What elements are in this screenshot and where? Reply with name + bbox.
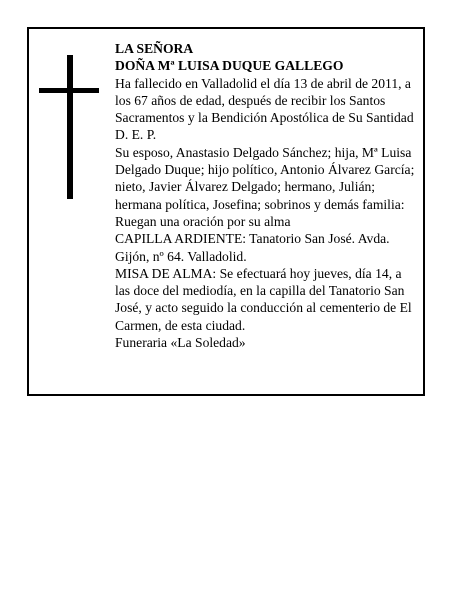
notice-title: LA SEÑORA <box>115 41 194 56</box>
death-announcement: Ha fallecido en Valladolid el día 13 de abril de 2011, a los 67 años de edad, después de recibir los Santos Sacramentos y la Bendición Apostólica de Su Santidad D. E. P. <box>115 75 414 143</box>
obituary-notice <box>27 27 425 396</box>
chapel-details: CAPILLA ARDIENTE: Tanatorio San José. Avda. Gijón, nº 64. Valladolid. <box>115 231 390 264</box>
funeral-home: Funeraria «La Soledad» <box>115 335 246 351</box>
deceased-name: DOÑA Mª LUISA DUQUE GALLEGO <box>115 58 344 74</box>
prayer-request: Ruegan una oración por su alma <box>115 213 291 229</box>
cross-vertical-bar <box>67 55 73 199</box>
cross-horizontal-bar <box>39 88 99 93</box>
notice-text <box>115 40 419 351</box>
family-list: Su esposo, Anastasio Delgado Sánchez; hija, Mª Luisa Delgado Duque; hijo político, Antonio Álvarez García; nieto, Javier Álvarez Delgado; hermano, Julián; hermana política, Josefina; sobrinos y demás familia: <box>115 144 415 212</box>
mass-details: MISA DE ALMA: Se efectuará hoy jueves, día 14, a las doce del mediodía, en la capilla del Tanatorio San José, y acto seguido la conducción al cementerio de El Carmen, de esta ciudad. <box>115 265 412 333</box>
latin-cross-icon <box>39 55 99 199</box>
